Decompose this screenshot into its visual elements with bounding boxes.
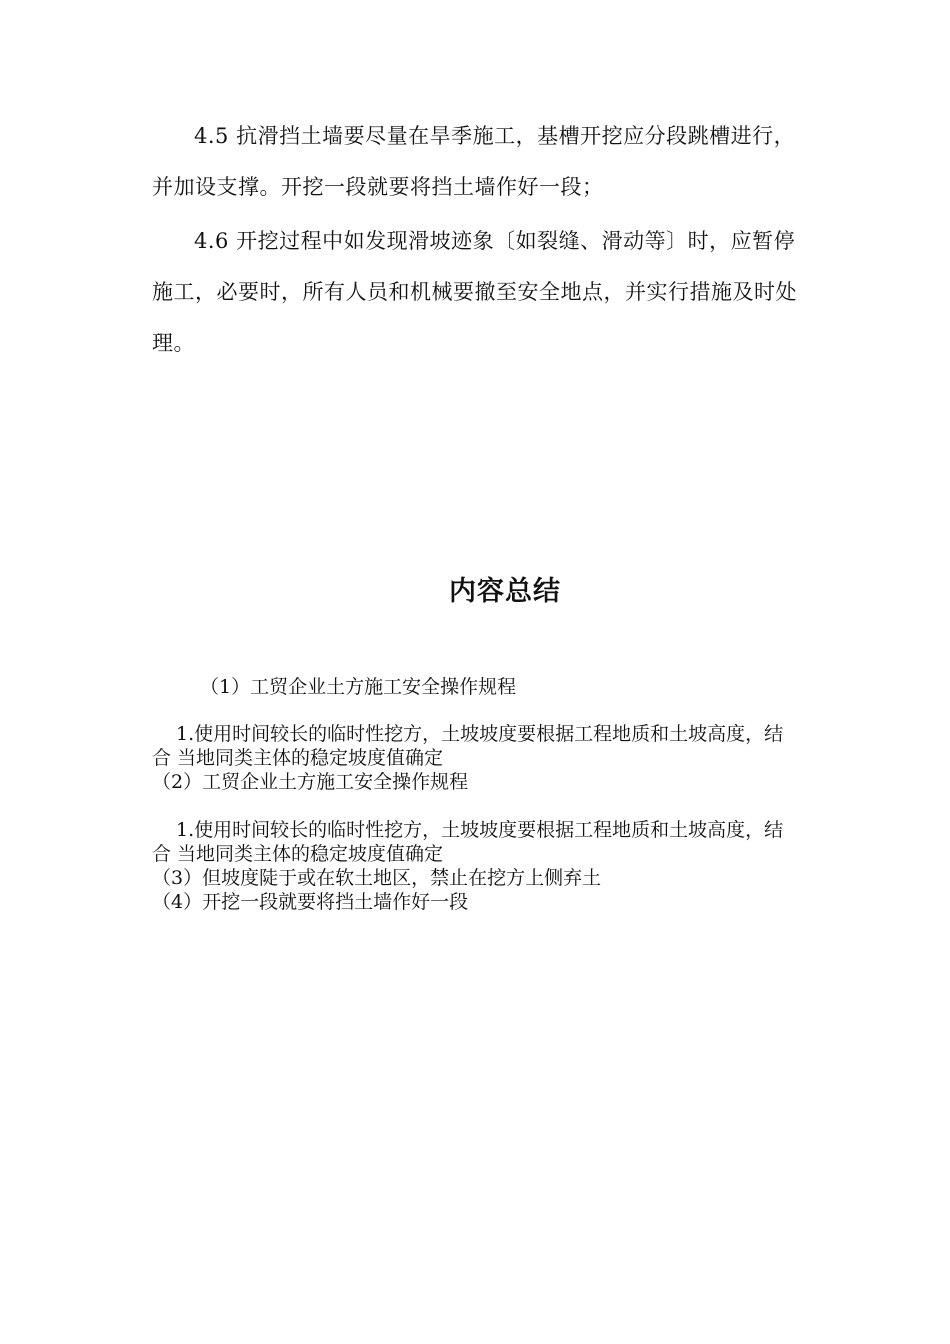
summary-item-3: （3）但坡度陡于或在软土地区，禁止在挖方上侧弃土 xyxy=(152,867,602,889)
paragraph-4-5: 4.5 抗滑挡土墙要尽量在旱季施工，基槽开挖应分段跳槽进行，并加设支撑。开挖一段就要将挡土墙作好一段； xyxy=(152,124,796,199)
summary-item-4: （4）开挖一段就要将挡土墙作好一段 xyxy=(152,891,469,913)
summary-title: 内容总结 xyxy=(449,576,561,607)
summary-item-2: （2）工贸企业土方施工安全操作规程 xyxy=(152,771,469,793)
summary-item-2-detail: 1.使用时间较长的临时性挖方，土坡坡度要根据工程地质和土坡高度，结合 当地同类主体的稳定坡度值确定 xyxy=(152,819,784,865)
paragraph-4-6: 4.6 开挖过程中如发现滑坡迹象〔如裂缝、滑动等〕时，应暂停施工，必要时，所有人员和机械要撤至安全地点，并实行措施及时处理。 xyxy=(152,229,797,355)
summary-item-1: （1）工贸企业土方施工安全操作规程 xyxy=(200,676,517,698)
summary-item-1-detail: 1.使用时间较长的临时性挖方，土坡坡度要根据工程地质和土坡高度，结合 当地同类主体的稳定坡度值确定 xyxy=(152,723,784,769)
